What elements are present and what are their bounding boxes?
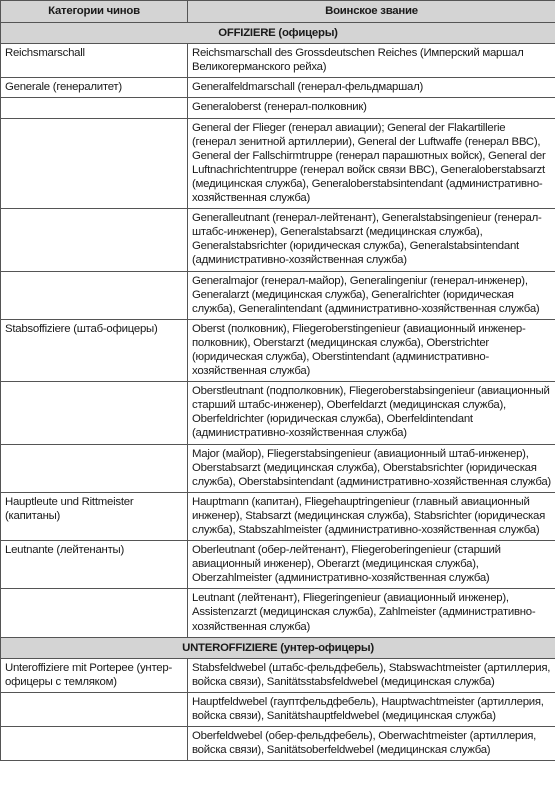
table-row — [1, 541, 555, 589]
category-cell — [1, 382, 188, 444]
category-cell: Unteroffiziere mit Portepee (унтер-офицеры с темляком) — [1, 658, 188, 692]
category-cell — [1, 692, 188, 726]
table-row — [1, 271, 555, 319]
category-cell: Stabsoffiziere (штаб-офицеры) — [1, 319, 188, 381]
table-row — [1, 692, 555, 726]
category-cell — [1, 118, 188, 209]
category-cell — [1, 271, 188, 319]
section-title: OFFIZIERE (офицеры) — [1, 23, 555, 44]
rank-cell: Stabsfeldwebel (штабс-фельдфебель), Stabswachtmeister (артиллерия, войска связи), Sanitätsstabsfeldwebel (медицинская служба) — [188, 658, 555, 692]
rank-cell: Generalmajor (генерал-майор), Generalingeniur (генерал-инженер), Generalarzt (медицинская служба), Generalrichter (юридическая служба), Generalintendant (административно-хозяйственная служба) — [188, 271, 555, 319]
table-row — [1, 209, 555, 271]
section-title: UNTEROFFIZIERE (унтер-офицеры) — [1, 637, 555, 658]
rank-cell: Major (майор), Fliegerstabsingenieur (авиационный штаб-инженер), Oberstabsarzt (медицинская служба), Oberstabsrichter (юридическая служба), Oberstabsintendant (административно-хозяйственная служба) — [188, 444, 555, 492]
category-cell: Reichsmarschall — [1, 44, 188, 78]
section-header-row — [1, 637, 555, 658]
rank-cell: Leutnant (лейтенант), Fliegeringenieur (авиационный инженер), Assistenzarzt (медицинская служба), Zahlmeister (административно-хозяйственная служба) — [188, 589, 555, 637]
table-row — [1, 118, 555, 209]
header-category: Категории чинов — [1, 1, 188, 23]
category-cell — [1, 209, 188, 271]
header-rank: Воинское звание — [188, 1, 555, 23]
rank-cell: Hauptmann (капитан), Fliegehauptringenieur (главный авиационный инженер), Stabsarzt (медицинская служба), Stabsrichter (юридическая служба), Stabszahlmeister (административно-хозяйственная служба) — [188, 492, 555, 540]
table-row — [1, 444, 555, 492]
table-row — [1, 382, 555, 444]
category-cell: Generale (генералитет) — [1, 78, 188, 98]
section-header-row — [1, 23, 555, 44]
category-cell — [1, 589, 188, 637]
table-row — [1, 727, 555, 761]
category-cell: Leutnante (лейтенанты) — [1, 541, 188, 589]
rank-cell: Hauptfeldwebel (гауптфельдфебель), Hauptwachtmeister (артиллерия, войска связи), Sanitätshauptfeldwebel (медицинская служба) — [188, 692, 555, 726]
rank-cell: Oberleutnant (обер-лейтенант), Fliegeroberingenieur (старший авиационный инженер), Oberarzt (медицинская служба), Oberzahlmeister (административно-хозяйственная служба) — [188, 541, 555, 589]
rank-cell: General der Flieger (генерал авиации); General der Flakartillerie (генерал зенитной артиллерии), General der Luftwaffe (генерал ВВС), General der Fallschirmtruppe (генерал парашютных войск), General der Luftnachrichtentruppe (генерал войск связи ВВС), Generaloberstabsarzt (медицинская служба), Generaloberstabsintendant (административно-хозяйственная служба) — [188, 118, 555, 209]
rank-cell: Generaloberst (генерал-полковник) — [188, 98, 555, 118]
table-row — [1, 98, 555, 118]
table-row — [1, 44, 555, 78]
rank-cell: Reichsmarschall des Grossdeutschen Reiches (Имперский маршал Великогерманского рейха) — [188, 44, 555, 78]
table-row — [1, 78, 555, 98]
category-cell: Hauptleute und Rittmeister (капитаны) — [1, 492, 188, 540]
rank-cell: Generalfeldmarschall (генерал-фельдмаршал) — [188, 78, 555, 98]
table-row — [1, 589, 555, 637]
category-cell — [1, 444, 188, 492]
rank-cell: Oberst (полковник), Fliegeroberstingenieur (авиационный инженер-полковник), Oberstarzt (медицинская служба), Oberstrichter (юридическая служба), Oberstintendant (административно-хозяйственная служба) — [188, 319, 555, 381]
rank-cell: Oberfeldwebel (обер-фельдфебель), Oberwachtmeister (артиллерия, войска связи), Sanitätsoberfeldwebel (медицинская служба) — [188, 727, 555, 761]
rank-cell: Oberstleutnant (подполковник), Fliegeroberstabsingenieur (авиационный старший штабс-инженер), Oberfeldarzt (медицинская служба), Oberfeldrichter (юридическая служба), Oberfeldintendant (административно-хозяйственная служба) — [188, 382, 555, 444]
table-row — [1, 319, 555, 381]
category-cell — [1, 98, 188, 118]
table-row — [1, 492, 555, 540]
rank-cell: Generalleutnant (генерал-лейтенант), Generalstabsingenieur (генерал-штабс-инженер), Generalstabsarzt (медицинская служба), Generalstabsrichter (юридическая служба), Generalstabsintendant (административно-хозяйственная служба) — [188, 209, 555, 271]
ranks-body — [1, 23, 555, 761]
table-row — [1, 658, 555, 692]
header-row — [1, 1, 555, 23]
category-cell — [1, 727, 188, 761]
